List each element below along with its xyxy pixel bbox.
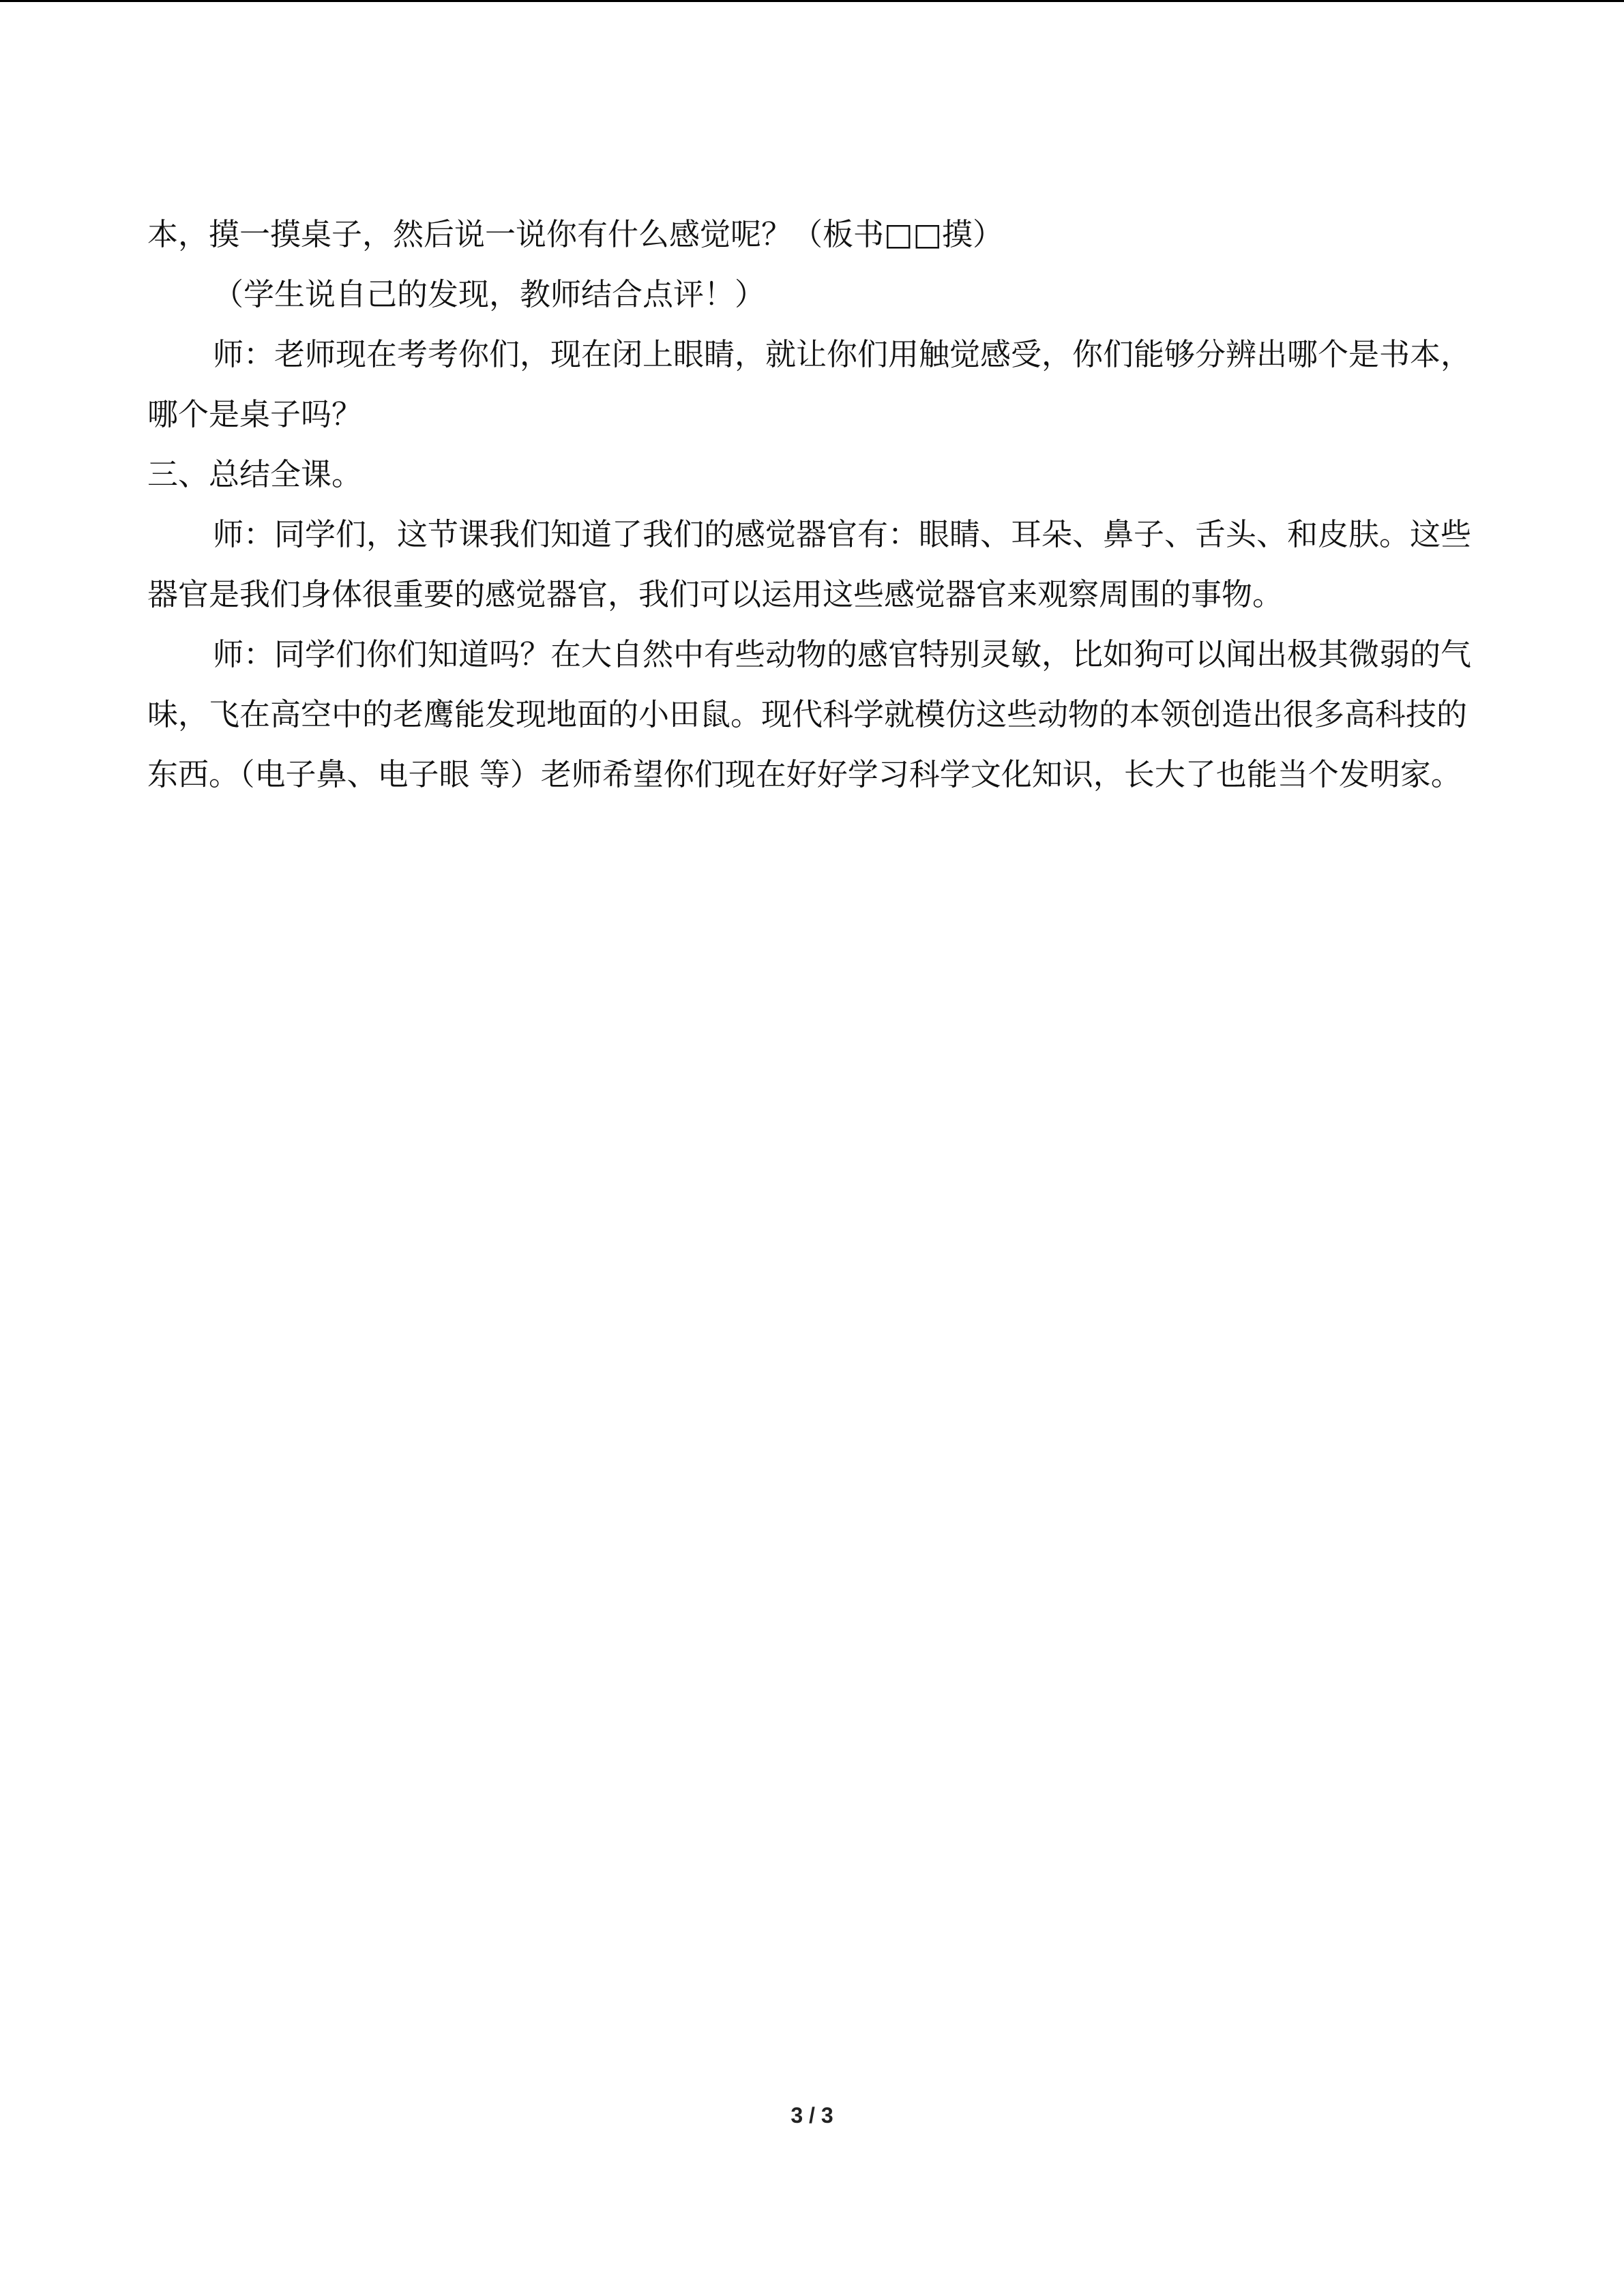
paragraph-animal-senses: 师：同学们你们知道吗？在大自然中有些动物的感官特别灵敏，比如狗可以闻出极其微弱的气味，飞在高空中的老鹰能发现地面的小田鼠。现代科学就模仿这些动物的本领创造出很多高科技的东西。（电子鼻、电子眼 等）老师希望你们现在好好学习科学文化知识，长大了也能当个发明家。 xyxy=(147,636,1472,792)
paragraph-teacher-quiz: 师：老师现在考考你们，现在闭上眼睛，就让你们用触觉感受，你们能够分辨出哪个是书本，哪个是桌子吗？ xyxy=(147,336,1472,432)
paragraph-student-discussion: （学生说自己的发现，教师结合点评！） xyxy=(213,276,766,312)
paragraph-sense-organs-summary: 师：同学们，这节课我们知道了我们的感觉器官有：眼睛、耳朵、鼻子、舌头、和皮肤。这些器官是我们身体很重要的感觉器官，我们可以运用这些感觉器官来观察周围的事物。 xyxy=(147,516,1472,612)
paragraph-touch-prompt: 本，摸一摸桌子，然后说一说你有什么感觉呢？（板书□□摸） xyxy=(147,216,1004,252)
document-body xyxy=(147,205,1484,805)
section-heading-summary: 三、总结全课。 xyxy=(147,456,363,492)
page-top-border xyxy=(0,0,1624,2)
page-number: 3 / 3 xyxy=(791,2103,833,2128)
